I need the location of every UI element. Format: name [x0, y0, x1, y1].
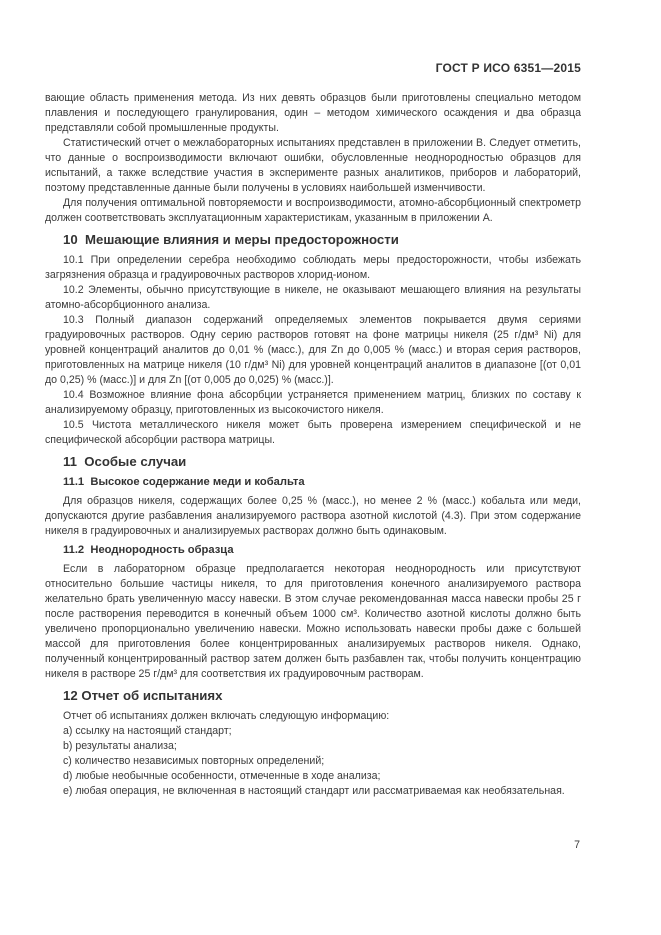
clause-11-2-paragraph: Если в лабораторном образце предполагается некоторая неоднородность или присутствуют относительно большие частицы никеля, то для приготовления конечного анализируемого раствора желательно брать увеличенную массу навески. В этом случае рекомендованная масса навески пробы 25 г после растворения переводится в конечный объем 1000 см³. Количество азотной кислоты должно быть увеличено пропорционально увеличению навески. Можно использовать навески пробы даже с большей массой для приготовления более концентрированных анализируемых растворов никеля. Однако, полученный концентрированный раствор затем должен быть разбавлен так, чтобы получить концентрацию никеля в растворе 25 г/дм³ для соответствия их градуировочным растворам.: [45, 563, 581, 680]
clause-10-1: 10.1 При определении серебра необходимо соблюдать меры предосторожности, чтобы избежать загрязнения образца и градуировочных растворов хлорид-ионом.: [45, 254, 581, 281]
clause-10-5: 10.5 Чистота металлического никеля может быть проверена измерением специфической и не специфической абсорбции раствора матрицы.: [45, 419, 581, 446]
test-report-item-a: a) ссылку на настоящий стандарт;: [63, 725, 232, 737]
paragraph-statistical-report: Статистический отчет о межлабораторных испытаниях представлен в приложении В. Следует отметить, что данные о воспроизводимости включают ошибки, обусловленные неоднородностью образцов для испытаний, а также вследствие участия в эксперименте разных аналитиков, приборов и лабораторий, поэтому представленные данные были получены в условиях наибольшей изменчивости.: [45, 137, 581, 194]
clause-11-1-paragraph: Для образцов никеля, содержащих более 0,25 % (масс.), но менее 2 % (масс.) кобальта или меди, допускаются другие разбавления анализируемого раствора азотной кислотой (4.3). При этом содержание никеля в градуировочных и анализируемых растворах должно быть одинаковым.: [45, 495, 581, 537]
test-report-item-b: b) результаты анализа;: [63, 740, 177, 752]
clause-10-4: 10.4 Возможное влияние фона абсорбции устраняется применением матриц, близких по составу к анализируемому образцу, приготовленных из высокочистого никеля.: [45, 389, 581, 416]
section-12-heading: 12 Отчет об испытаниях: [63, 688, 223, 703]
section-10-heading: 10 Мешающие влияния и меры предосторожности: [63, 232, 399, 247]
section-11-heading: 11 Особые случаи: [63, 454, 187, 469]
test-report-intro: Отчет об испытаниях должен включать следующую информацию:: [63, 710, 390, 722]
page-number: 7: [574, 839, 580, 851]
paragraph-optimal-repeatability: Для получения оптимальной повторяемости и воспроизводимости, атомно-абсорбционный спектрометр должен соответствовать эксплуатационным характеристикам, указанным в приложении А.: [45, 197, 581, 224]
test-report-item-c: c) количество независимых повторных определений;: [63, 755, 325, 767]
page-content: [45, 91, 581, 799]
subsection-11-2-heading: 11.2 Неоднородность образца: [63, 544, 234, 556]
subsection-11-1-heading: 11.1 Высокое содержание меди и кобальта: [63, 476, 305, 488]
standard-code-header: ГОСТ Р ИСО 6351—2015: [435, 61, 581, 75]
clause-10-3: 10.3 Полный диапазон содержаний определяемых элементов покрывается двумя сериями градуировочных растворов. Одну серию растворов готовят на фоне матрицы никеля (25 г/дм³ Ni) для уровней концентраций аналитов до 0,01 % (масс.), для Zn до 0,005 % (масс.) и вторая серия растворов, приготовленных на матрице никеля (10 г/дм³ Ni) для уровней концентраций аналитов в диапазоне [(от 0,01 до 0,25) % (масс.)] и для Zn [(от 0,005 до 0,025) % (масс.)].: [45, 314, 581, 386]
test-report-item-e: e) любая операция, не включенная в настоящий стандарт или рассматриваемая как необязательная.: [63, 785, 565, 797]
test-report-item-d: d) любые необычные особенности, отмеченные в ходе анализа;: [63, 770, 381, 782]
clause-10-2: 10.2 Элементы, обычно присутствующие в никеле, не оказывают мешающего влияния на результаты атомно-абсорбционного анализа.: [45, 284, 581, 311]
paragraph-continuation: вающие область применения метода. Из них девять образцов были приготовлены специально методом плавления и последующего гранулирования, один – методом химического осаждения и два образца представляли собой промышленные продукты.: [45, 92, 581, 134]
document-page: [45, 0, 581, 799]
